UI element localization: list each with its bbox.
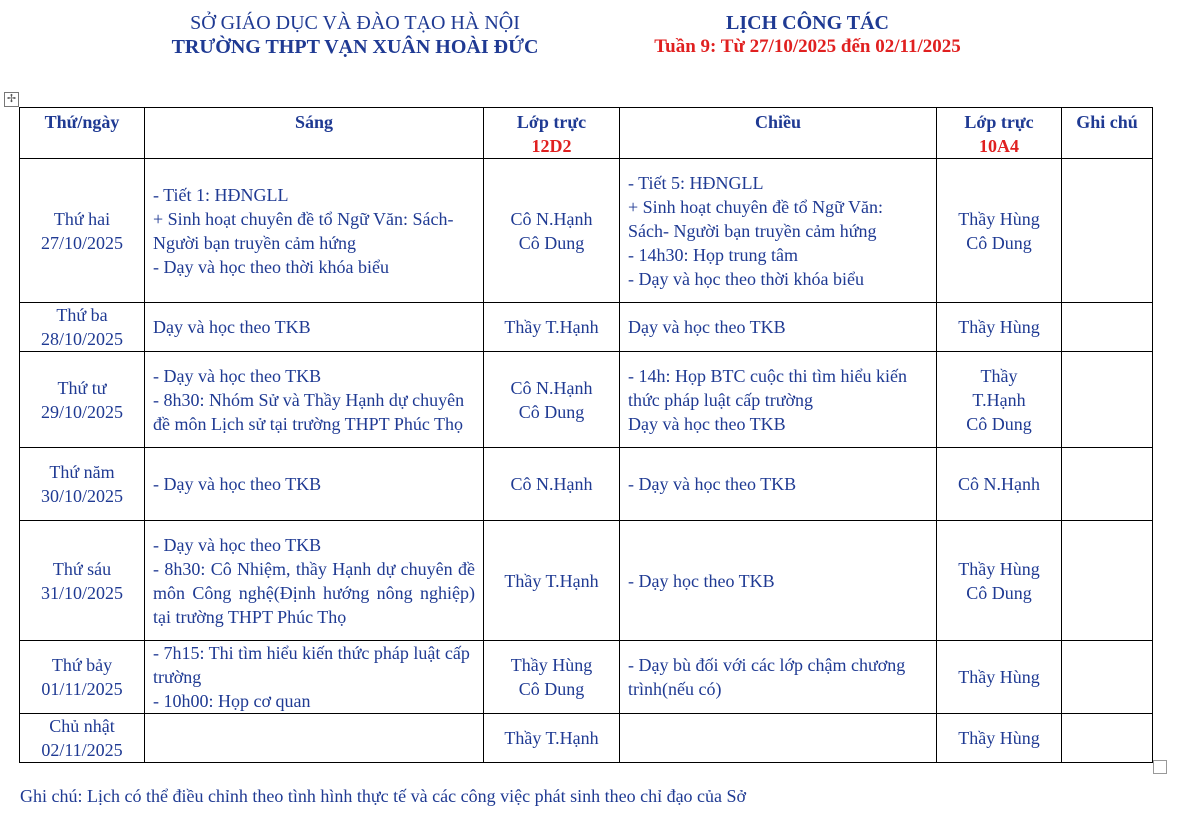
day-cell	[20, 303, 145, 352]
cell-line: Cô Dung	[518, 232, 585, 253]
cell-line: - Tiết 5: HĐNGLL	[628, 172, 764, 193]
school-header	[140, 11, 570, 59]
cell-line: Thứ năm	[49, 462, 115, 482]
note-cell	[1062, 521, 1153, 641]
table-row	[20, 521, 1153, 641]
duty-morning-cell	[484, 352, 620, 448]
note-cell	[1062, 159, 1153, 303]
cell-line: Thầy Hùng	[510, 655, 593, 675]
day-cell	[20, 714, 145, 763]
cell-line: - 10h00: Họp cơ quan	[153, 691, 311, 711]
col-header-afternoon: Chiều	[620, 108, 937, 159]
duty-label: Lớp trực	[964, 112, 1034, 132]
cell-line: - Dạy và học theo thời khóa biểu	[628, 268, 864, 289]
day-cell	[20, 159, 145, 303]
cell-line: Thầy T.Hạnh	[504, 728, 599, 748]
schedule-title: LỊCH CÔNG TÁC	[726, 12, 889, 34]
cell-line: - 8h30: Nhóm Sử và Thầy Hạnh dự chuyên đề môn Lịch sử tại trường THPT Phúc Thọ	[153, 389, 465, 434]
cell-line: + Sinh hoạt chuyên đề tổ Ngữ Văn: Sách- Người bạn truyền cảm hứng	[628, 196, 884, 241]
cell-line: - Dạy và học theo TKB	[153, 365, 322, 386]
table-row	[20, 352, 1153, 448]
duty-afternoon-cell	[937, 448, 1062, 521]
morning-cell	[145, 714, 484, 763]
table-row	[20, 641, 1153, 714]
school-name: TRƯỜNG THPT VẠN XUÂN HOÀI ĐỨC	[171, 36, 539, 58]
duty-afternoon-cell	[937, 714, 1062, 763]
duty-morning-cell	[484, 521, 620, 641]
duty-label: Lớp trực	[516, 112, 587, 132]
cell-line: 02/11/2025	[41, 740, 123, 760]
table-row	[20, 714, 1153, 763]
morning-cell	[145, 448, 484, 521]
morning-cell	[145, 521, 484, 641]
cell-line: Thứ bảy	[51, 655, 113, 675]
duty-morning-cell	[484, 159, 620, 303]
cell-line: Thầy	[980, 365, 1018, 386]
cell-line: Cô N.Hạnh	[510, 208, 593, 229]
cell-line: Cô Dung	[518, 679, 585, 699]
cell-line: Dạy và học theo TKB	[153, 317, 311, 337]
cell-line: T.Hạnh	[972, 389, 1026, 410]
schedule-header	[620, 11, 995, 59]
cell-line: Thầy T.Hạnh	[504, 570, 599, 591]
note-cell	[1062, 641, 1153, 714]
cell-line: Cô N.Hạnh	[510, 474, 593, 494]
cell-line: - Dạy học theo TKB	[628, 570, 775, 591]
duty-morning-cell	[484, 303, 620, 352]
afternoon-cell	[620, 521, 937, 641]
cell-line: Cô N.Hạnh	[958, 474, 1040, 494]
duty-afternoon-cell	[937, 352, 1062, 448]
afternoon-cell	[620, 303, 937, 352]
cell-line: - Dạy bù đối với các lớp chậm chương trình(nếu có)	[628, 655, 906, 699]
duty-morning-cell	[484, 641, 620, 714]
cell-line: 27/10/2025	[40, 232, 123, 253]
cell-line: 28/10/2025	[40, 329, 123, 349]
cell-line: Thầy Hùng	[958, 667, 1040, 687]
note-cell	[1062, 352, 1153, 448]
duty-class: 12D2	[531, 136, 572, 156]
duty-afternoon-cell	[937, 521, 1062, 641]
col-header-day: Thứ/ngày	[20, 108, 145, 159]
cell-line: Thứ sáu	[52, 558, 112, 579]
duty-morning-cell	[484, 714, 620, 763]
cell-line: Cô Dung	[966, 413, 1032, 434]
table-row	[20, 159, 1153, 303]
cell-line: 29/10/2025	[40, 401, 123, 422]
cell-line: - 8h30: Cô Nhiệm, thầy Hạnh dự chuyên đề môn Công nghệ(Định hướng nông nghiệp) tại trường THPT Phúc Thọ	[153, 558, 475, 627]
cell-line: - Dạy và học theo TKB	[153, 474, 322, 494]
cell-line: 30/10/2025	[40, 486, 123, 506]
afternoon-cell	[620, 641, 937, 714]
cell-line: - Dạy và học theo TKB	[628, 474, 797, 494]
morning-cell	[145, 641, 484, 714]
cell-line: Thứ tư	[57, 377, 107, 398]
schedule-table	[19, 107, 1153, 763]
cell-line: Thứ ba	[56, 305, 108, 325]
cell-line: Cô Dung	[966, 582, 1032, 603]
afternoon-cell	[620, 159, 937, 303]
cell-line: - 14h: Họp BTC cuộc thi tìm hiểu kiến thức pháp luật cấp trường	[628, 365, 907, 410]
day-cell	[20, 352, 145, 448]
col-header-morning: Sáng	[145, 108, 484, 159]
cell-line: Dạy và học theo TKB	[628, 413, 786, 434]
col-header-duty-morning	[484, 108, 620, 159]
cell-line: - Dạy và học theo TKB	[153, 534, 322, 555]
afternoon-cell	[620, 448, 937, 521]
week-range: Tuần 9: Từ 27/10/2025 đến 02/11/2025	[654, 36, 961, 57]
cell-line: Thứ hai	[53, 208, 111, 229]
duty-afternoon-cell	[937, 159, 1062, 303]
table-resize-handle[interactable]	[1153, 760, 1167, 774]
note-cell	[1062, 714, 1153, 763]
duty-afternoon-cell	[937, 641, 1062, 714]
day-cell	[20, 448, 145, 521]
cell-line: - 7h15: Thi tìm hiểu kiến thức pháp luật cấp trường	[153, 643, 470, 687]
day-cell	[20, 521, 145, 641]
table-row	[20, 303, 1153, 352]
table-header-row	[20, 108, 1153, 159]
cell-line: 01/11/2025	[41, 679, 123, 699]
cell-line: Chủ nhật	[49, 716, 115, 736]
col-header-duty-afternoon	[937, 108, 1062, 159]
cell-line: Thầy Hùng	[958, 558, 1040, 579]
cell-line: Cô Dung	[518, 401, 585, 422]
cell-line: - Tiết 1: HĐNGLL	[153, 184, 289, 205]
note-cell	[1062, 303, 1153, 352]
duty-morning-cell	[484, 448, 620, 521]
duty-class: 10A4	[979, 136, 1019, 156]
cell-line: Dạy và học theo TKB	[628, 317, 786, 337]
morning-cell	[145, 303, 484, 352]
col-header-note: Ghi chú	[1062, 108, 1153, 159]
duty-afternoon-cell	[937, 303, 1062, 352]
cell-line: - 14h30: Họp trung tâm	[628, 244, 798, 265]
department-name: SỞ GIÁO DỤC VÀ ĐÀO TẠO HÀ NỘI	[190, 12, 520, 34]
table-move-icon[interactable]: ✢	[4, 92, 19, 107]
morning-cell	[145, 159, 484, 303]
cell-line: Cô Dung	[966, 232, 1032, 253]
cell-line: - Dạy và học theo thời khóa biểu	[153, 256, 389, 277]
afternoon-cell	[620, 352, 937, 448]
cell-line: Thầy Hùng	[958, 208, 1040, 229]
cell-line: 31/10/2025	[40, 582, 123, 603]
cell-line: Cô N.Hạnh	[510, 377, 593, 398]
cell-line: + Sinh hoạt chuyên đề tổ Ngữ Văn: Sách- Người bạn truyền cảm hứng	[153, 208, 454, 253]
footnote: Ghi chú: Lịch có thể điều chỉnh theo tình hình thực tế và các công việc phát sinh theo chỉ đạo của Sở	[20, 786, 747, 806]
cell-line: Thầy T.Hạnh	[504, 317, 599, 337]
morning-cell	[145, 352, 484, 448]
afternoon-cell	[620, 714, 937, 763]
cell-line: Thầy Hùng	[958, 728, 1040, 748]
cell-line: Thầy Hùng	[958, 317, 1040, 337]
table-row	[20, 448, 1153, 521]
day-cell	[20, 641, 145, 714]
note-cell	[1062, 448, 1153, 521]
